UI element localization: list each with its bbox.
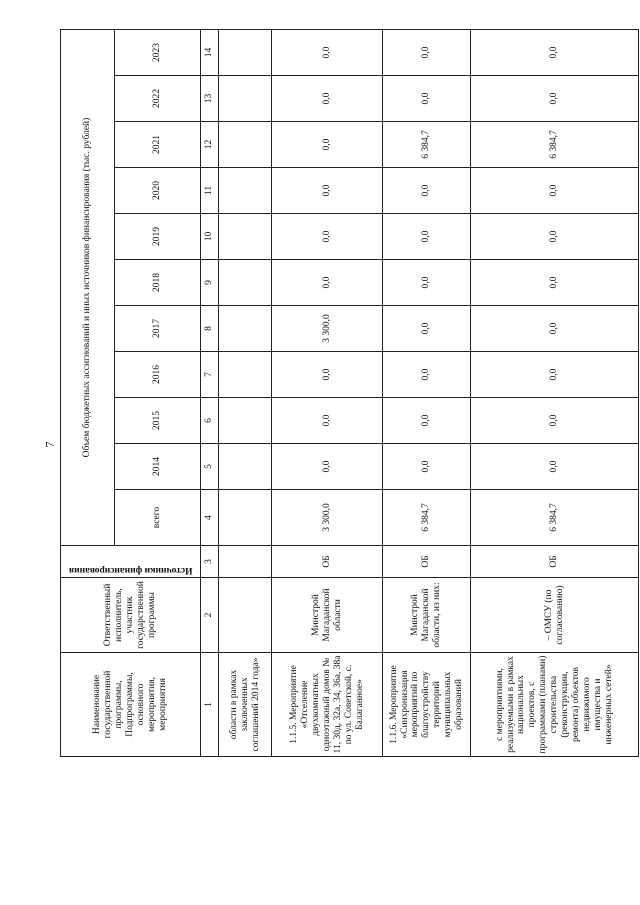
row-value: 0,0	[272, 398, 383, 444]
row-value: 0,0	[383, 214, 471, 260]
budget-table	[60, 29, 639, 757]
row-value: 0,0	[383, 30, 471, 76]
row-value: 0,0	[272, 214, 383, 260]
row-value: 3 300,0	[272, 306, 383, 352]
col-number: 11	[201, 168, 219, 214]
header-year: 2016	[115, 352, 201, 398]
row-value: 0,0	[471, 306, 639, 352]
row-value: 0,0	[471, 398, 639, 444]
col-number: 2	[201, 578, 219, 653]
row-value: 6 384,7	[383, 122, 471, 168]
page-number: 7	[42, 441, 57, 448]
row-value	[219, 168, 272, 214]
row-value: 0,0	[471, 76, 639, 122]
row-value: 0,0	[272, 168, 383, 214]
table-row	[383, 30, 471, 757]
header-year: 2023	[115, 30, 201, 76]
row-total: 6 384,7	[471, 490, 639, 546]
row-total: 3 300,0	[272, 490, 383, 546]
header-year: 2017	[115, 306, 201, 352]
row-executor: Минстрой Магаданской области	[272, 578, 383, 653]
row-value: 0,0	[272, 352, 383, 398]
row-name: 1.1.6. Мероприятие «Синхронизация мероприятий по благоустройству территорий муниципальных образований	[383, 653, 471, 757]
col-number: 7	[201, 352, 219, 398]
header-year: 2020	[115, 168, 201, 214]
row-source: ОБ	[272, 546, 383, 578]
rotated-table-stage	[60, 30, 639, 757]
row-total	[219, 490, 272, 546]
row-total: 6 384,7	[383, 490, 471, 546]
row-executor: – ОМСУ (по согласованию)	[471, 578, 639, 653]
table-row	[471, 30, 639, 757]
row-value	[219, 306, 272, 352]
col-number: 6	[201, 398, 219, 444]
row-name: 1.1.5. Мероприятие «Отселение двухкомнатных одноэтажный домов № 11, 30д, 32а, 34, 36а, 38а по ул. Советской, с. Балаганное»	[272, 653, 383, 757]
header-year: 2014	[115, 444, 201, 490]
col-number: 1	[201, 653, 219, 757]
header-year: 2022	[115, 76, 201, 122]
row-value: 6 384,7	[471, 122, 639, 168]
row-value: 0,0	[383, 76, 471, 122]
row-value: 0,0	[272, 76, 383, 122]
col-number: 12	[201, 122, 219, 168]
row-value: 0,0	[471, 168, 639, 214]
row-value: 0,0	[272, 30, 383, 76]
col-number: 10	[201, 214, 219, 260]
row-value: 0,0	[471, 352, 639, 398]
header-year: 2018	[115, 260, 201, 306]
row-value	[219, 398, 272, 444]
header-source: Источники финансирования	[61, 546, 201, 578]
row-name: области в рамках заключенных соглашений 2014 года»	[219, 653, 272, 757]
table-row	[272, 30, 383, 757]
header-group: Объем бюджетных ассигнований и иных источников финансирования (тыс. рублей)	[61, 30, 115, 546]
col-number: 13	[201, 76, 219, 122]
row-value	[219, 76, 272, 122]
row-name: с мероприятиями, реализуемыми в рамках национальных проектов, с программами (планами) строительства (реконструкции, ремонта) объектов недвижимого имущества и инженерных сетей»	[471, 653, 639, 757]
header-total: всего	[115, 490, 201, 546]
row-value: 0,0	[471, 30, 639, 76]
row-value: 0,0	[471, 260, 639, 306]
row-value: 0,0	[383, 398, 471, 444]
header-year: 2015	[115, 398, 201, 444]
col-number: 14	[201, 30, 219, 76]
header-year: 2021	[115, 122, 201, 168]
table-row	[219, 30, 272, 757]
row-value: 0,0	[272, 122, 383, 168]
row-value: 0,0	[471, 214, 639, 260]
header-year: 2019	[115, 214, 201, 260]
row-value	[219, 122, 272, 168]
row-value	[219, 444, 272, 490]
col-number: 5	[201, 444, 219, 490]
row-value	[219, 214, 272, 260]
row-value	[219, 30, 272, 76]
row-value: 0,0	[383, 444, 471, 490]
row-value: 0,0	[383, 260, 471, 306]
row-source: ОБ	[383, 546, 471, 578]
col-number: 3	[201, 546, 219, 578]
row-value	[219, 260, 272, 306]
row-value: 0,0	[383, 306, 471, 352]
row-value: 0,0	[272, 260, 383, 306]
row-value: 0,0	[272, 444, 383, 490]
row-value: 0,0	[383, 352, 471, 398]
col-number: 4	[201, 490, 219, 546]
row-value: 0,0	[471, 444, 639, 490]
row-source	[219, 546, 272, 578]
row-executor: Минстрой Магаданской области, из них:	[383, 578, 471, 653]
col-number: 8	[201, 306, 219, 352]
row-value	[219, 352, 272, 398]
row-executor	[219, 578, 272, 653]
header-name: Наименование государственной программы, Подпрограммы, основного мероприятия, мероприятия	[61, 653, 201, 757]
header-executor: Ответственный исполнитель, участник государственной программы	[61, 578, 201, 653]
row-source: ОБ	[471, 546, 639, 578]
row-value: 0,0	[383, 168, 471, 214]
col-number: 9	[201, 260, 219, 306]
